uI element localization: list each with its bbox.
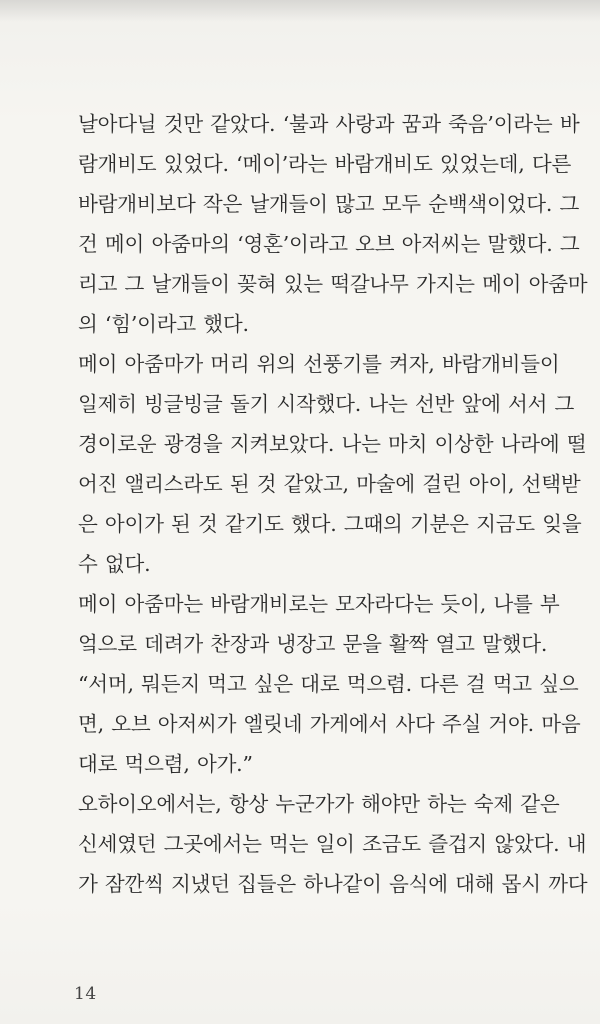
text-line: 메이 아줌마는 바람개비로는 모자라다는 듯이, 나를 부 [78,592,560,616]
text-line: “서머, 뭐든지 먹고 싶은 대로 먹으렴. 다른 걸 먹고 싶으 [78,672,579,696]
text-line: 경이로운 광경을 지켜보았다. 나는 마치 이상한 나라에 떨 [78,432,587,456]
text-line: 리고 그 날개들이 꽂혀 있는 떡갈나무 가지는 메이 아줌마 [78,272,588,296]
text-line: 일제히 빙글빙글 돌기 시작했다. 나는 선반 앞에 서서 그 [78,392,575,416]
text-line: 날아다닐 것만 같았다. ‘불과 사랑과 꿈과 죽음’이라는 바 [78,112,580,136]
text-line: 바람개비보다 작은 날개들이 많고 모두 순백색이었다. 그 [78,192,580,216]
page-edge-shadow [0,0,600,22]
body-text [78,104,590,904]
text-line: 오하이오에서는, 항상 누군가가 해야만 하는 숙제 같은 [78,792,560,816]
text-line: 의 ‘힘’이라고 했다. [78,312,249,336]
text-line: 건 메이 아줌마의 ‘영혼’이라고 오브 아저씨는 말했다. 그 [78,232,580,256]
text-line: 람개비도 있었다. ‘메이’라는 바람개비도 있었는데, 다른 [78,152,572,176]
text-line: 대로 먹으렴, 아가.” [78,752,253,776]
text-line: 수 없다. [78,552,151,576]
page-number: 14 [74,984,97,1004]
text-line: 메이 아줌마가 머리 위의 선풍기를 켜자, 바람개비들이 [78,352,560,376]
text-line: 가 잠깐씩 지냈던 집들은 하나같이 음식에 대해 몹시 까다 [78,872,588,896]
text-line: 은 아이가 된 것 같기도 했다. 그때의 기분은 지금도 잊을 [78,512,582,536]
text-line: 엌으로 데려가 찬장과 냉장고 문을 활짝 열고 말했다. [78,632,548,656]
text-line: 어진 앨리스라도 된 것 같았고, 마술에 걸린 아이, 선택받 [78,472,581,496]
text-line: 면, 오브 아저씨가 엘릿네 가게에서 사다 주실 거야. 마음 [78,712,581,736]
text-line: 신세였던 그곳에서는 먹는 일이 조금도 즐겁지 않았다. 내 [78,832,587,856]
